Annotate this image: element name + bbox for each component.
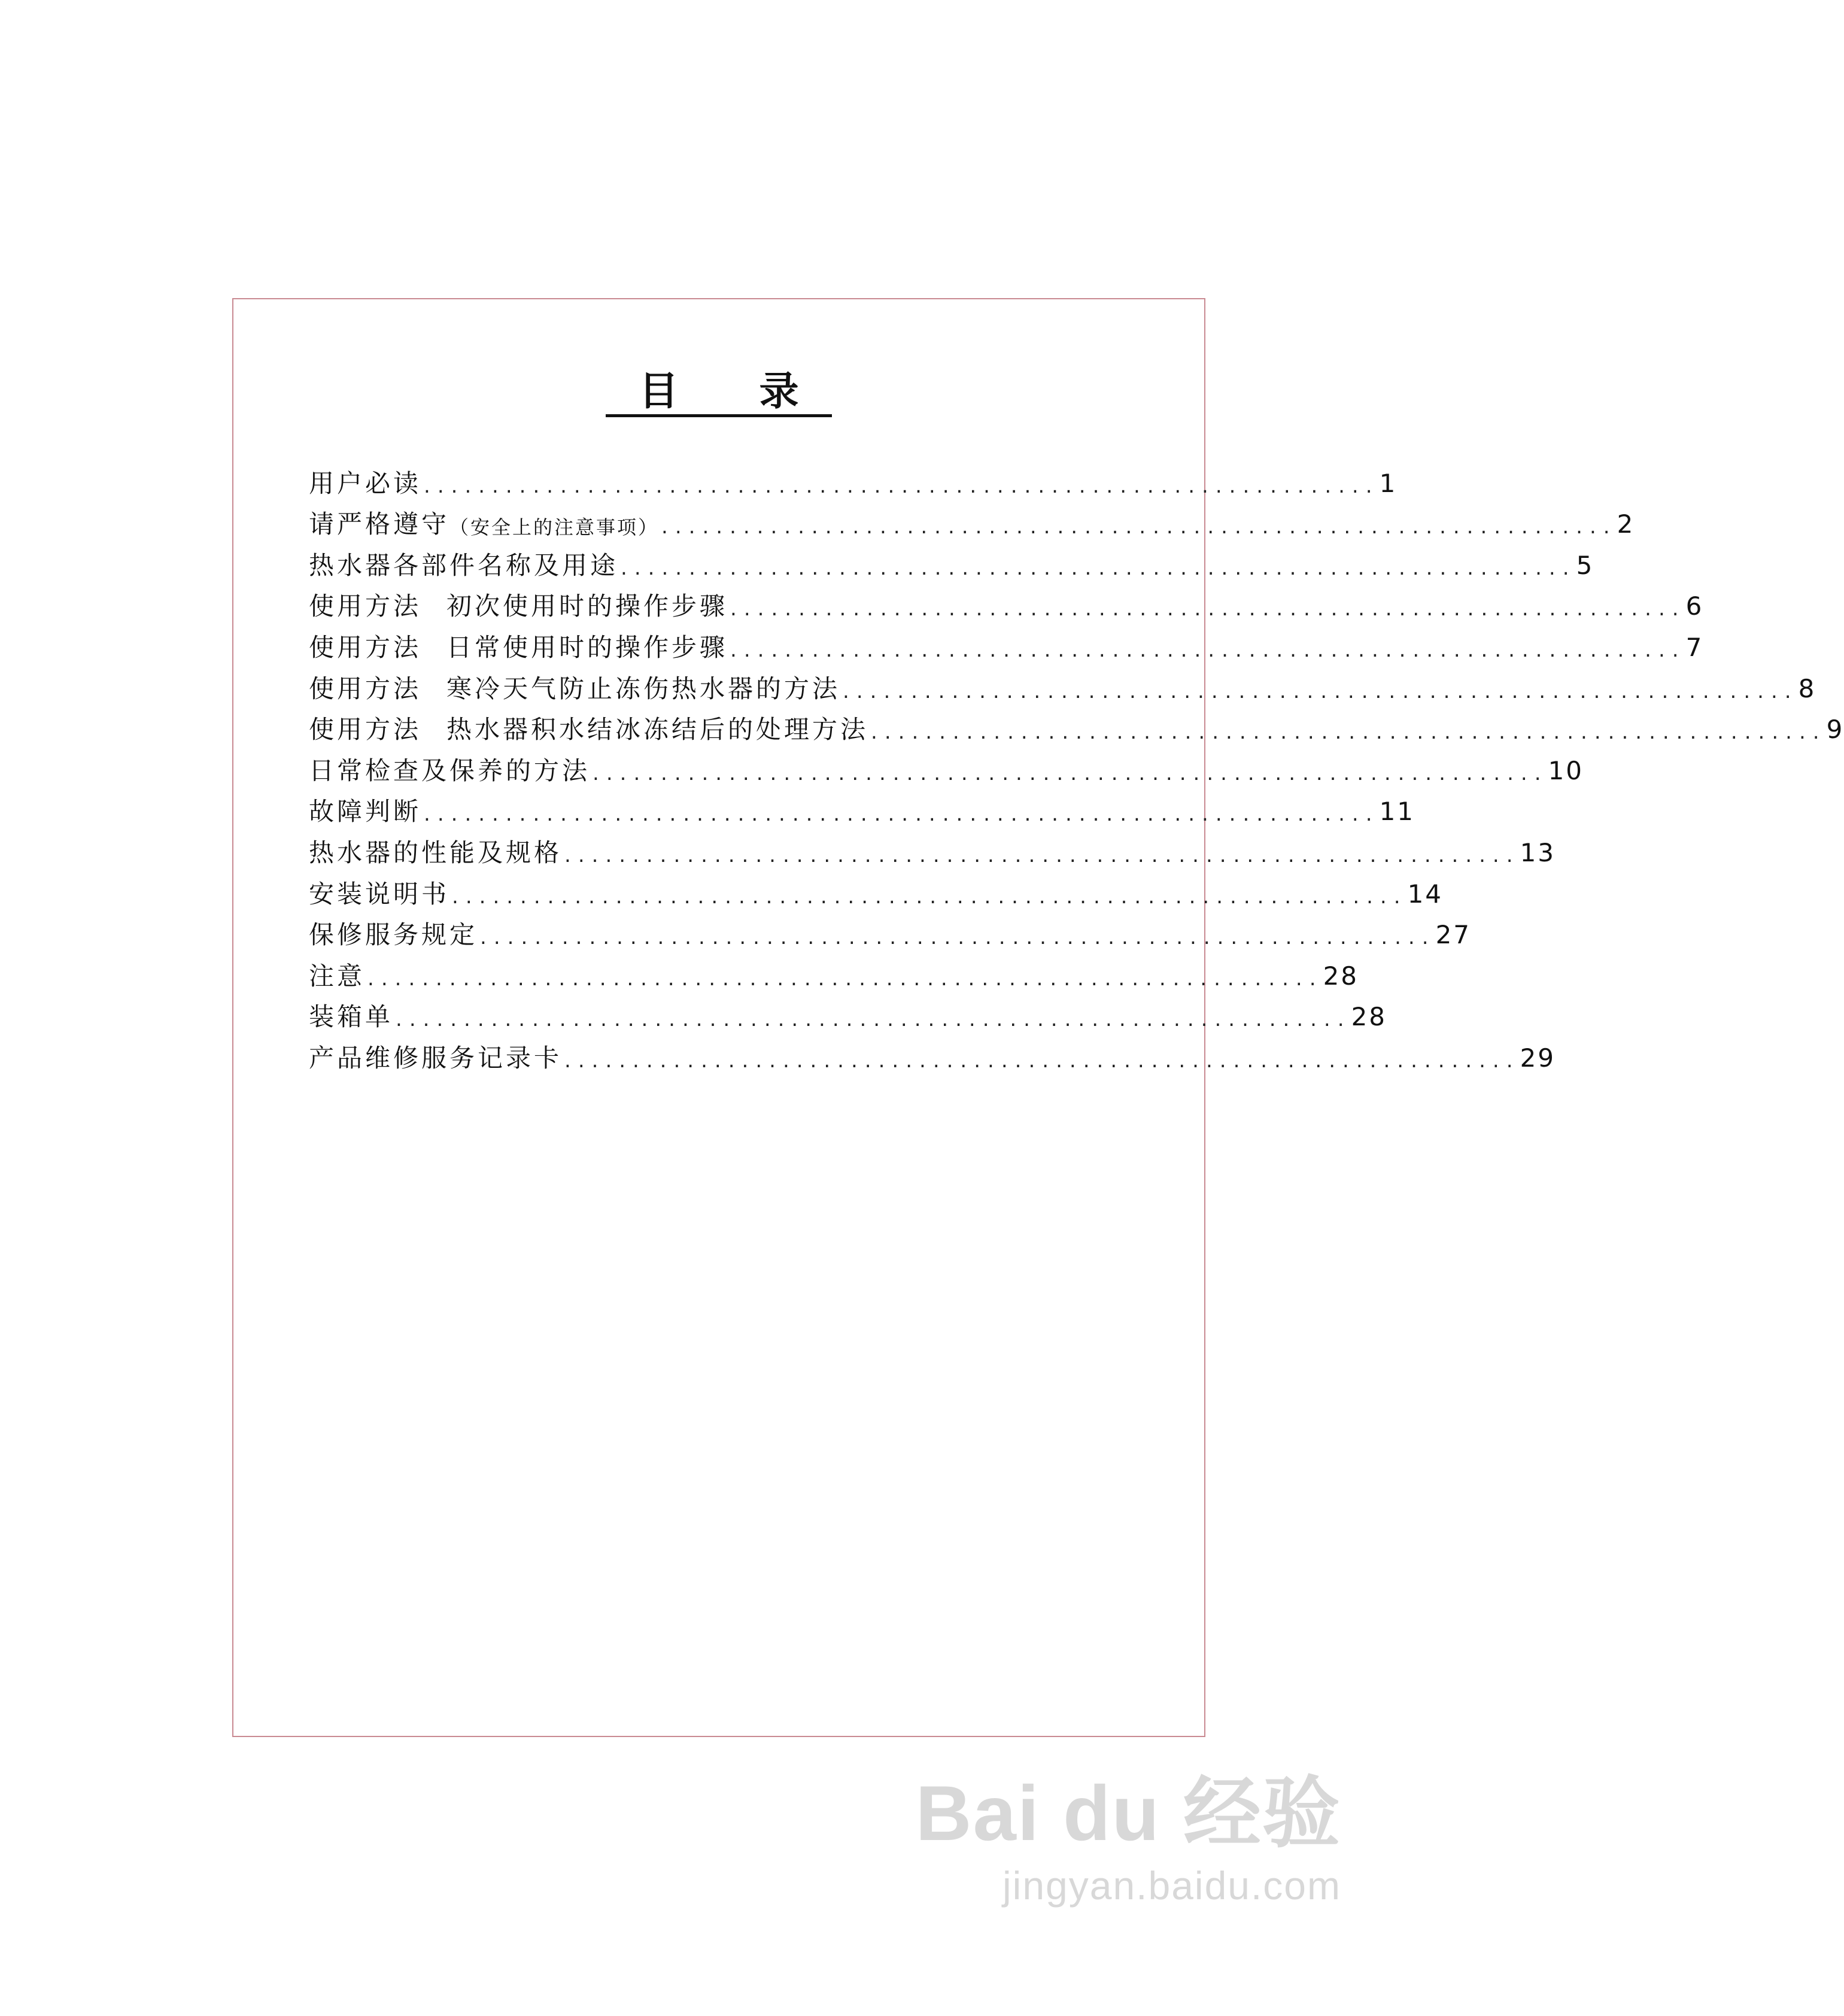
toc-page-number: 28: [1323, 961, 1359, 991]
toc-leader-dots: ......................................................................: [730, 597, 1686, 621]
toc-entry[interactable]: [309, 784, 1415, 827]
toc-entry-label: 日常检查及保养的方法: [309, 755, 591, 785]
toc-entry[interactable]: [309, 455, 1398, 498]
watermark-url: jingyan.baidu.com: [1002, 1863, 1341, 1908]
toc-leader-dots: ......................................................................: [396, 1007, 1351, 1032]
toc-entry[interactable]: [309, 660, 1816, 703]
toc-entry-title: [309, 509, 660, 539]
toc-page-number: 27: [1435, 920, 1472, 950]
toc-entry-title: [309, 1004, 393, 1030]
toc-leader-dots: ......................................................................: [564, 843, 1520, 867]
toc-entry-title: [309, 1043, 563, 1073]
toc-page-number: 29: [1520, 1043, 1556, 1073]
toc-entry-label: 安装说明书: [309, 879, 450, 909]
toc-page-number: 28: [1351, 1002, 1387, 1032]
toc-entry-title: [309, 922, 478, 948]
toc-entry[interactable]: [309, 702, 1844, 745]
toc-entry-section: 日常使用时的操作步骤: [446, 632, 728, 662]
toc-entry-section: 热水器积水结冰冻结后的处理方法: [446, 715, 869, 745]
toc-entry[interactable]: [309, 742, 1584, 785]
title-text: 目 录: [606, 368, 833, 417]
toc-leader-dots: ......................................................................: [871, 720, 1827, 745]
toc-page-number: 8: [1798, 673, 1816, 703]
toc-entry-title: [309, 468, 422, 498]
watermark: [916, 1751, 1341, 1908]
toc-entry[interactable]: [309, 989, 1387, 1032]
toc-leader-dots: ......................................................................: [480, 925, 1436, 950]
toc-entry-title: [309, 797, 422, 827]
toc-page-number: 13: [1520, 837, 1556, 867]
toc-entry-label: 保修服务规定: [309, 920, 478, 950]
toc-page-number: 5: [1576, 550, 1594, 580]
toc-page-number: 10: [1548, 755, 1584, 785]
page-title: [233, 370, 1204, 414]
table-of-contents: [309, 455, 1844, 1073]
toc-entry[interactable]: [309, 1030, 1556, 1073]
toc-entry-label: 用户必读: [309, 468, 422, 498]
toc-entry-label: 产品维修服务记录卡: [309, 1043, 563, 1073]
toc-entry-label: 使用方法: [309, 591, 422, 621]
toc-entry-label: 故障判断: [309, 797, 422, 827]
toc-entry-label: 使用方法: [309, 715, 422, 745]
toc-leader-dots: ......................................................................: [661, 515, 1617, 539]
toc-entry-title: [309, 837, 563, 867]
toc-entry-title: [309, 879, 450, 909]
toc-leader-dots: ......................................................................: [621, 555, 1576, 580]
toc-entry[interactable]: [309, 496, 1635, 539]
toc-entry[interactable]: [309, 948, 1359, 991]
toc-page-number: 14: [1407, 879, 1444, 909]
toc-entry-title: [309, 715, 869, 745]
toc-entry[interactable]: [309, 866, 1444, 909]
toc-entry-label: 使用方法: [309, 673, 422, 703]
toc-entry-section: 寒冷天气防止冻伤热水器的方法: [446, 673, 841, 703]
toc-entry[interactable]: [309, 619, 1704, 662]
toc-entry-title: [309, 591, 728, 621]
toc-entry-title: [309, 550, 619, 580]
watermark-brand: Bai du 经验: [915, 1769, 1341, 1857]
toc-entry-label: 热水器各部件名称及用途: [309, 550, 619, 580]
toc-page-number: 1: [1379, 468, 1398, 498]
toc-page-number: 6: [1685, 591, 1704, 621]
toc-entry-label: 热水器的性能及规格: [309, 837, 563, 867]
toc-page-number: 2: [1617, 509, 1635, 539]
toc-entry[interactable]: [309, 907, 1472, 950]
toc-entry[interactable]: [309, 537, 1594, 580]
toc-entry-title: [309, 961, 366, 991]
toc-entry-title: [309, 673, 841, 703]
toc-entry-label: 请严格遵守: [309, 509, 450, 539]
toc-entry[interactable]: [309, 824, 1556, 867]
toc-entry-title: [309, 632, 728, 662]
toc-entry-label: 装箱单: [309, 1002, 394, 1032]
toc-entry-note: （安全上的注意事项）: [449, 516, 660, 539]
toc-leader-dots: ......................................................................: [730, 637, 1686, 662]
toc-entry-section: 初次使用时的操作步骤: [446, 591, 728, 621]
page-frame: [232, 298, 1844, 1737]
toc-page-number: 9: [1826, 715, 1844, 745]
toc-entry-label: 使用方法: [309, 632, 422, 662]
toc-entry-label: 注意: [309, 961, 366, 991]
toc-page-number: 7: [1685, 632, 1704, 662]
toc-leader-dots: ......................................................................: [593, 761, 1548, 785]
toc-leader-dots: ......................................................................: [452, 884, 1408, 909]
toc-leader-dots: ......................................................................: [367, 966, 1323, 991]
toc-entry-title: [309, 755, 591, 785]
toc-leader-dots: ......................................................................: [424, 473, 1380, 498]
toc-leader-dots: ......................................................................: [564, 1048, 1520, 1073]
toc-entry[interactable]: [309, 578, 1704, 621]
toc-page-number: 11: [1379, 797, 1415, 827]
toc-leader-dots: ......................................................................: [424, 802, 1380, 827]
toc-leader-dots: ......................................................................: [843, 679, 1799, 703]
